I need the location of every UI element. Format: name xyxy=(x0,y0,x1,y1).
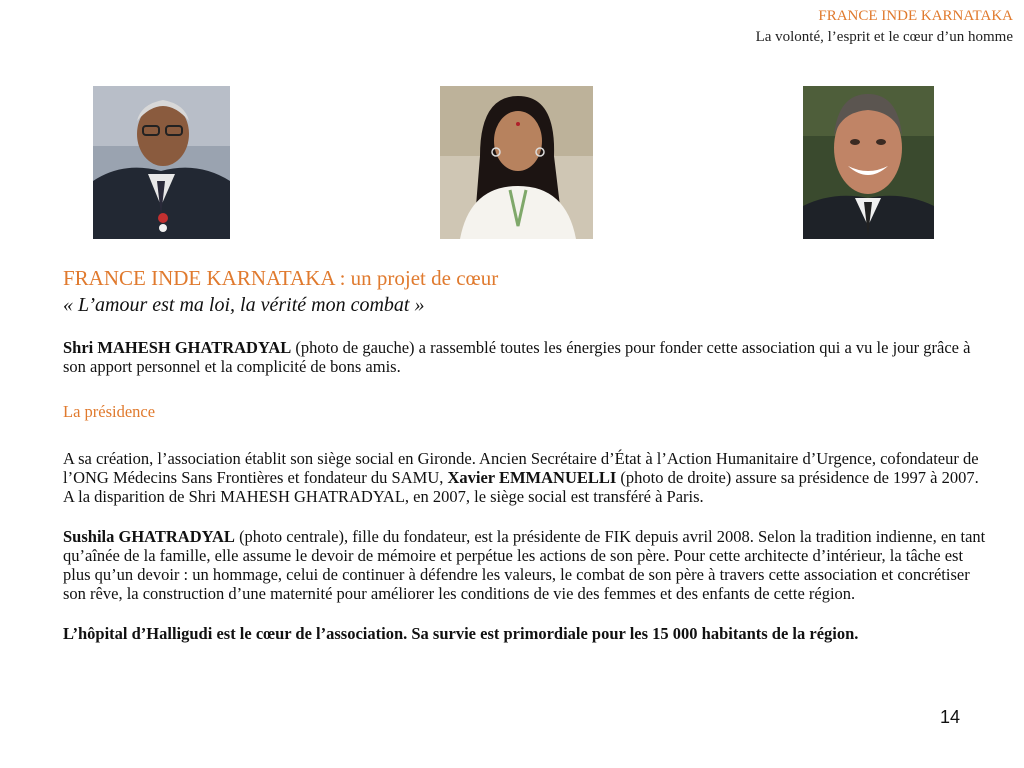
history-paragraph xyxy=(63,449,988,506)
page-number: 14 xyxy=(940,707,961,727)
photo-portrait-smiling-man xyxy=(803,86,934,239)
header-subtitle: La volonté, l’esprit et le cœur d’un homme xyxy=(755,29,1013,45)
header-title: FRANCE INDE KARNATAKA xyxy=(818,8,1013,24)
hospital-statement: L’hôpital d’Halligudi est le cœur de l’association. Sa survie est primordiale pour les 15 000 habitants de la région. xyxy=(63,624,859,643)
current-president-text: (photo centrale), fille du fondateur, est la présidente de FIK depuis avril 2008. Selon la tradition indienne, en tant qu’aînée de la famille, elle assume le devoir de mémoire et perpétue les actions de son père. Pour cette architecte d’intérieur, la tâche est plus qu’un devoir : un hommage, celui de continuer à défendre les valeurs, le combat de son père à travers cette association et concrétiser son rêve, la construction d’une maternité pour améliorer les conditions de vie des femmes et des enfants de cette région. xyxy=(63,527,986,603)
main-content xyxy=(63,264,988,643)
slide-header xyxy=(756,6,1013,48)
section-heading-presidence: La présidence xyxy=(63,402,156,421)
page-title: FRANCE INDE KARNATAKA : un projet de cœur xyxy=(63,266,499,290)
history-text-1: A sa création, l’association établit son siège social en Gironde. Ancien Secrétaire d’État à l’Action Humanitaire d’Urgence, cofondateur de l’ONG Médecins Sans Frontières et fondateur du SAMU, xyxy=(63,449,979,487)
history-text-2: (photo de droite) assure sa présidence de 1997 à 2007. A la disparition de Shri MAHESH GHATRADYAL, en 2007, le siège social est transféré à Paris. xyxy=(63,468,979,506)
photo-portrait-woman xyxy=(440,86,593,239)
founder-paragraph xyxy=(63,338,988,376)
founder-name: Shri MAHESH GHATRADYAL xyxy=(63,338,292,357)
current-president-name: Sushila GHATRADYAL xyxy=(63,527,235,546)
founder-text: (photo de gauche) a rassemblé toutes les énergies pour fonder cette association qui a vu le jour grâce à son apport personnel et la complicité de bons amis. xyxy=(63,338,971,376)
current-president-paragraph xyxy=(63,527,988,603)
photo-portrait-elderly-man xyxy=(93,86,230,239)
motto-quote: « L’amour est ma loi, la vérité mon combat » xyxy=(63,294,425,316)
president-name: Xavier EMMANUELLI xyxy=(447,468,617,487)
